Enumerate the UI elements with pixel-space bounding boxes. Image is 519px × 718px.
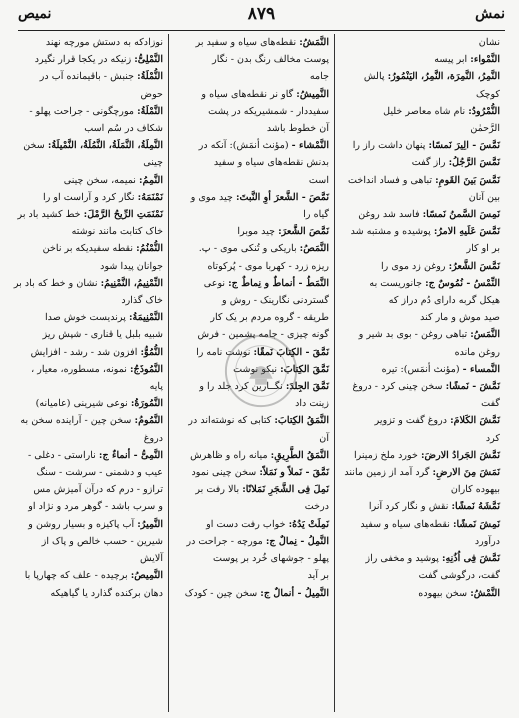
headword: النَّمْلِیُّ: — [134, 54, 163, 66]
entry-line — [23, 464, 163, 481]
entry-line — [174, 567, 329, 584]
headword: نَمَّصَ الشَّعرَ: — [278, 226, 329, 238]
definition-text: گاو نر نقطه‌های سیاه و — [201, 88, 297, 100]
entry-line — [23, 516, 163, 533]
definition-text: نوعی — [203, 277, 229, 289]
entry-line — [174, 464, 329, 481]
entry-line — [340, 34, 500, 51]
definition-text: نقش و نگار کرد آنرا — [368, 501, 452, 513]
headword: نَمَّسَ - الِیرَ نَمسًا: — [428, 140, 500, 152]
running-head-first-word: نمش — [475, 6, 505, 22]
definition-text: است — [308, 174, 329, 186]
headword: النَّمَطُ - أنماطٌ و نِماطٌ ج: — [228, 277, 329, 289]
column-middle — [168, 34, 335, 712]
definition-text: نوعی شیرینی (عامیانه) — [35, 398, 131, 410]
definition-text: جامه — [309, 71, 329, 83]
definition-text: خورد ملخ زمینرا — [353, 449, 421, 461]
entry-line — [23, 309, 163, 326]
definition-text: فاسد شد روغن — [358, 209, 423, 221]
entry-line — [340, 206, 500, 223]
definition-text: گرد آمد از زمین مانند — [344, 467, 433, 479]
entry-line — [23, 34, 163, 51]
definition-text: نقطه سفیدیکه بر ناخن — [42, 243, 137, 255]
headword: النُّمُوُّ: — [140, 346, 163, 358]
entry-line — [23, 258, 163, 275]
definition-text: بدنش نقطه‌های سیاه و سفید — [213, 157, 329, 169]
entry-line — [174, 309, 329, 326]
definition-text: خاک کتابت مانند نوشته — [71, 226, 163, 238]
entry-line — [174, 344, 329, 361]
headword: نَمَّقَ الجِلدَ: — [285, 381, 329, 393]
definition-text: ترازو - درم که درآن آمیزش مس — [33, 484, 163, 496]
entry-line — [174, 292, 329, 309]
entry-line — [340, 430, 500, 447]
entry-line — [174, 516, 329, 533]
entry-line — [340, 223, 500, 240]
headword: نَمَّقَ - نَملاً و نَمَلاً: — [259, 467, 329, 479]
running-head-last-word: نمیص — [18, 6, 52, 22]
entry-line — [174, 498, 329, 515]
entry-line — [174, 533, 329, 550]
headword: النَّمَصُ: — [299, 243, 329, 255]
definition-text: (مؤنث أنمَش): آنکه در — [198, 140, 292, 152]
definition-text: گستردنی نگارینک - روش و — [222, 295, 329, 307]
definition-text: ناراستی - دغلی - — [27, 449, 99, 461]
headword: النَّمِلُ - نِمالٌ ج: — [265, 535, 329, 547]
headword: نَمَّسَ بَینَ القَومِ: — [435, 174, 500, 186]
entry-line — [23, 154, 163, 171]
headword: النَّمُوذَجُ: — [130, 363, 163, 375]
definition-text: شبیه بلبل یا قناری - شپش ریز — [42, 329, 163, 341]
definition-text: پالش — [363, 71, 388, 83]
definition-text: میانه راه و ظاهرش — [190, 449, 271, 461]
definition-text: نوشت نامه را — [196, 346, 254, 358]
entry-columns — [13, 34, 505, 712]
entry-line — [23, 395, 163, 412]
entry-line — [340, 154, 500, 171]
headword: النَّمَقُ الطَّرِیقِ: — [270, 449, 329, 461]
definition-text: سفیددار - شمشیریکه در پشت — [208, 105, 329, 117]
entry-line — [174, 550, 329, 567]
entry-line — [174, 240, 329, 257]
entry-line — [340, 344, 500, 361]
definition-text: پرندیست خوش صدا — [45, 312, 129, 324]
entry-line — [174, 86, 329, 103]
definition-text: ابر پیسه — [434, 54, 471, 66]
entry-line — [340, 361, 500, 378]
headword: النَّمِیلُ - أنمالٌ ج: — [260, 587, 329, 599]
entry-line — [23, 240, 163, 257]
definition-text: بر آید — [307, 570, 329, 582]
definition-text: شیرین - حسب خالص و پاک از — [41, 535, 163, 547]
entry-line — [340, 412, 500, 429]
definition-text: نگار کرد و آراست او را — [43, 191, 138, 203]
entry-line — [13, 275, 163, 292]
definition-text: حوض — [140, 88, 163, 100]
definition-text: الرَّحمٰن — [470, 123, 500, 135]
definition-text: نقطه‌های سیاه و سفید — [360, 518, 453, 530]
entry-line — [174, 258, 329, 275]
definition-text: سخن — [23, 140, 48, 152]
definition-text: نام شاه معاصر خلیل — [383, 105, 469, 117]
definition-text: برچیده - علف که چهارپا با — [24, 570, 131, 582]
definition-text: کتابی که نوشته‌اند در — [188, 415, 275, 427]
entry-line — [340, 378, 500, 395]
entry-line — [174, 481, 329, 498]
definition-text: شکاف در سُم اسب — [84, 123, 163, 135]
definition-text: نمونه، مسطوره، معیار ، — [31, 363, 130, 375]
definition-text: زینت داد — [295, 398, 329, 410]
entry-line — [340, 447, 500, 464]
entry-line — [174, 68, 329, 85]
definition-text: سخن چین - کودک — [184, 587, 261, 599]
definition-text: نمیمه، سخن چینی — [63, 174, 140, 186]
entry-line — [23, 51, 163, 68]
entry-line — [340, 86, 500, 103]
entry-line — [20, 412, 163, 429]
definition-text: سخن چینی نمود — [191, 467, 260, 479]
entry-line — [340, 585, 500, 602]
headword: نَمَّشَهُ نَمشًا: — [451, 501, 500, 513]
headword: نَمَّصَ - الشَّعرَ أوِ النَّبتَ: — [235, 191, 329, 203]
headword: النِّمْنِیمُ، النَّمْنِیمُ: — [100, 277, 163, 289]
definition-text: دروغ — [143, 432, 163, 444]
entry-line — [174, 189, 329, 206]
headword: النَّمَشُ: — [299, 37, 329, 48]
entry-line — [340, 172, 500, 189]
definition-text: راز گفت — [411, 157, 449, 169]
entry-line — [340, 275, 500, 292]
definition-text: گونه چیزی - جامه پشمین - فرش — [197, 329, 329, 341]
definition-text: پوشیده و مشتبه شد — [350, 226, 434, 238]
headword: النَّمْشُ: — [470, 587, 500, 599]
entry-line — [174, 51, 329, 68]
headword: النِّمْسُ - نُمُوسٌ ج: — [425, 277, 500, 289]
headword: النَّمساء - — [462, 363, 500, 375]
entry-line — [23, 292, 163, 309]
definition-text: نیکو نوشت — [233, 363, 281, 375]
definition-text: تباهی و فساد انداخت — [348, 174, 436, 186]
entry-line — [174, 223, 329, 240]
entry-line — [23, 585, 163, 602]
headword: النَّمْلَةُ: — [137, 105, 163, 117]
definition-text: پوشید و مخفی راز — [365, 553, 442, 565]
entry-line — [340, 103, 500, 120]
definition-text: سخن بیهوده — [418, 587, 471, 599]
entry-line — [174, 137, 329, 154]
definition-text: ریزه زرد - کهربا موی - پُرکوتاه — [207, 260, 329, 272]
entry-line — [23, 498, 163, 515]
definition-text: بین آنان — [468, 191, 500, 203]
entry-line — [340, 481, 500, 498]
page-header — [18, 4, 505, 30]
headword: النَّمِیُّ - أنماءٌ ج: — [98, 449, 163, 461]
definition-text: گفت — [481, 398, 500, 410]
definition-text: چید موی و — [190, 191, 236, 203]
definition-text: عیب و دشمنی - سرشت - سنگ — [36, 467, 163, 479]
definition-text: آب پاکیزه و بسیار روشن و — [28, 518, 138, 530]
header-rule — [18, 30, 505, 31]
definition-text: کوچک — [475, 88, 500, 100]
definition-text: گفت، درگوشی گفت — [418, 570, 500, 582]
headword: نَمِسَ السَّمنُ نَمسًا: — [422, 209, 500, 221]
definition-text: زنیکه در یکجا قرار نگیرد — [34, 54, 135, 66]
entry-line — [23, 344, 163, 361]
entry-line — [23, 447, 163, 464]
entry-line — [340, 120, 500, 137]
headword: نَمَّقَ الکِتابَ: — [280, 363, 329, 375]
entry-line — [340, 137, 500, 154]
headword: النُّمْرُودُ: — [468, 105, 500, 117]
headword: النَّمِيشُ: — [296, 88, 329, 100]
headword: النَّمِرُ، النَّمِرَة، النَّمِرُ، اليَنْمُورُ: — [387, 71, 500, 83]
definition-text: بر او کار — [466, 243, 500, 255]
entry-line — [174, 154, 329, 171]
entry-line — [340, 395, 500, 412]
entry-line — [174, 326, 329, 343]
definition-text: پهلو - جوشهای خُرد بر پوست — [212, 553, 329, 565]
definition-text: آن — [319, 432, 329, 444]
headword: النَّمِمُ: — [139, 174, 163, 186]
entry-line — [23, 68, 163, 85]
definition-text: پایه — [149, 381, 163, 393]
definition-text: (مؤنث أنمَس): تیره — [381, 363, 463, 375]
entry-line — [17, 206, 163, 223]
headword: النَّمِیصُ: — [130, 570, 163, 582]
entry-line — [340, 258, 500, 275]
entry-line — [174, 120, 329, 137]
entry-line — [340, 533, 500, 550]
entry-line — [174, 378, 329, 395]
definition-text: جانوریست به — [369, 277, 426, 289]
entry-line — [340, 189, 500, 206]
definition-text: آلایش — [139, 553, 163, 565]
entry-line — [174, 447, 329, 464]
entry-line — [23, 326, 163, 343]
entry-line — [340, 550, 500, 567]
entry-line — [340, 240, 500, 257]
definition-text: بیهوده کاران — [450, 484, 500, 496]
page-number: ۸۷۹ — [247, 4, 276, 24]
entry-line — [174, 206, 329, 223]
definition-text: کرد — [485, 432, 500, 444]
definition-text: خواب رفت دست او — [206, 518, 289, 530]
definition-text: درآورد — [474, 535, 500, 547]
headword: النَّمْنِیمَةُ: — [128, 312, 163, 324]
definition-text: دهان برکنده گذارد یا گیاهیکه — [50, 587, 163, 599]
headword: نَمِلَتْ یَدُهُ: — [288, 518, 329, 530]
definition-text: و سرب باشد - گوهر مرد و نژاد او — [28, 501, 163, 513]
definition-text: درخت — [304, 501, 329, 513]
entry-line — [340, 326, 500, 343]
entry-line — [340, 309, 500, 326]
entry-line — [23, 361, 163, 378]
entry-line — [340, 464, 500, 481]
definition-text: طریقه - گروه مردم بر یک کار — [210, 312, 329, 324]
entry-line — [174, 103, 329, 120]
definition-text: پوست مخالف رنگ بدن - نگار — [212, 54, 329, 66]
definition-text: جوانان پیدا شود — [100, 260, 163, 272]
entry-line — [340, 68, 500, 85]
definition-text: پنهان داشت راز را — [352, 140, 429, 152]
headword: نَمَّشَ - نَمشًا: — [445, 381, 500, 393]
headword: النَّمِلَةُ، النَّمَلَةُ، النَّمُلَةُ، النَّمْیلَةُ: — [47, 140, 163, 152]
headword: النَّمِیرُ: — [137, 518, 163, 530]
entry-line — [340, 567, 500, 584]
headword: نَمِشَ نَمشًا: — [452, 518, 500, 530]
headword: نَمَّسَ الرَّجُلُ: — [448, 157, 500, 169]
definition-text: گیاه را — [303, 209, 329, 221]
definition-text: دروغ گفت و تزویر — [374, 415, 451, 427]
entry-line — [23, 172, 163, 189]
entry-line — [174, 172, 329, 189]
entry-line — [340, 516, 500, 533]
entry-line — [23, 567, 163, 584]
definition-text: خط کشید باد بر — [17, 209, 84, 221]
column-left — [13, 34, 168, 712]
definition-text: مورچه - جراحت در — [186, 535, 266, 547]
definition-text: نشان و خط که باد بر — [13, 277, 101, 289]
definition-text: تباهی روغن - بوی بد شیر و — [358, 329, 471, 341]
definition-text: آن خطوط باشد — [266, 123, 329, 135]
entry-line — [23, 223, 163, 240]
headword: النُّمْلَةُ: — [137, 71, 163, 83]
entry-line — [174, 412, 329, 429]
definition-text: نگــارین کرد جلد را و — [199, 381, 286, 393]
headword: النَّمُورَةُ: — [130, 398, 163, 410]
definition-text: نوزادکه به دستش مورچه نهند — [45, 37, 163, 48]
entry-line — [174, 395, 329, 412]
headword: النُّمْنُمُ: — [136, 243, 163, 255]
headword: النَّمُومُ: — [134, 415, 163, 427]
definition-text: صید موش و مار کند — [420, 312, 500, 324]
definition-text: نقطه‌های سیاه و سفید بر — [195, 37, 300, 48]
entry-line — [340, 51, 500, 68]
entry-line — [23, 137, 163, 154]
headword: نَمَّسَ الشَّعرُ: — [448, 260, 500, 272]
definition-text: روغن مانده — [454, 346, 500, 358]
entry-line — [23, 86, 163, 103]
definition-text: افزون شد - رشد - افزایش — [30, 346, 141, 358]
entry-line — [174, 430, 329, 447]
headword: نَمْنَمَتِ الرِّیحُ الرَّمْلَ: — [83, 209, 163, 221]
definition-text: چینی — [143, 157, 163, 169]
column-right — [335, 34, 505, 712]
entry-line — [23, 481, 163, 498]
headword: النَّمْواء: — [470, 54, 500, 66]
definition-text: باریکی و تُنکی موی - پ. — [198, 243, 300, 255]
entry-line — [23, 533, 163, 550]
headword: نَمَّشَ فِی اُذُنِهِ: — [441, 553, 500, 565]
definition-text: بالا رفت بر — [195, 484, 243, 496]
headword: نَمْنَمَهُ: — [137, 191, 163, 203]
headword: النَّمَقُ الکِتابَ: — [274, 415, 329, 427]
headword: نَمَّشَ الجَرادُ الارضَ: — [420, 449, 500, 461]
definition-text: خاک گذارد — [121, 295, 163, 307]
definition-text: جنبش - باقیمانده آب در — [39, 71, 138, 83]
entry-line — [23, 189, 163, 206]
definition-text: هیکل گربه دارای دُم دراز که — [388, 295, 500, 307]
entry-line — [23, 378, 163, 395]
headword: نَمَّسَ عَلَیهِ الامرُ: — [433, 226, 500, 238]
definition-text: روغن زد موی را — [381, 260, 449, 272]
headword: نَمَّقَ - الکِتابَ نَمقًا: — [253, 346, 329, 358]
definition-text: سخن چین - آراینده سخن به — [20, 415, 135, 427]
definition-text: سخن چینی کرد - دروغ — [352, 381, 446, 393]
entry-line — [340, 498, 500, 515]
definition-text: چید موبرا — [237, 226, 279, 238]
headword: نَمَّشَ الکَلامَ: — [450, 415, 500, 427]
entry-line — [174, 34, 329, 51]
entry-line — [23, 120, 163, 137]
headword: النَّمَسُ: — [470, 329, 500, 341]
entry-line — [340, 292, 500, 309]
headword: النَّمْشاء - — [291, 140, 329, 152]
entry-line — [23, 103, 163, 120]
headword: نَمِلَ فِی الشَّجَرِ نَمَلانًا: — [242, 484, 329, 496]
definition-text: نشان — [478, 37, 500, 48]
headword: نَمَشَ مِنَ الارضِ: — [432, 467, 500, 479]
entry-line — [23, 430, 163, 447]
definition-text: مورچگونی - جراحت پهلو - — [29, 105, 138, 117]
entry-line — [23, 550, 163, 567]
entry-line — [174, 275, 329, 292]
entry-line — [174, 361, 329, 378]
entry-line — [174, 585, 329, 602]
